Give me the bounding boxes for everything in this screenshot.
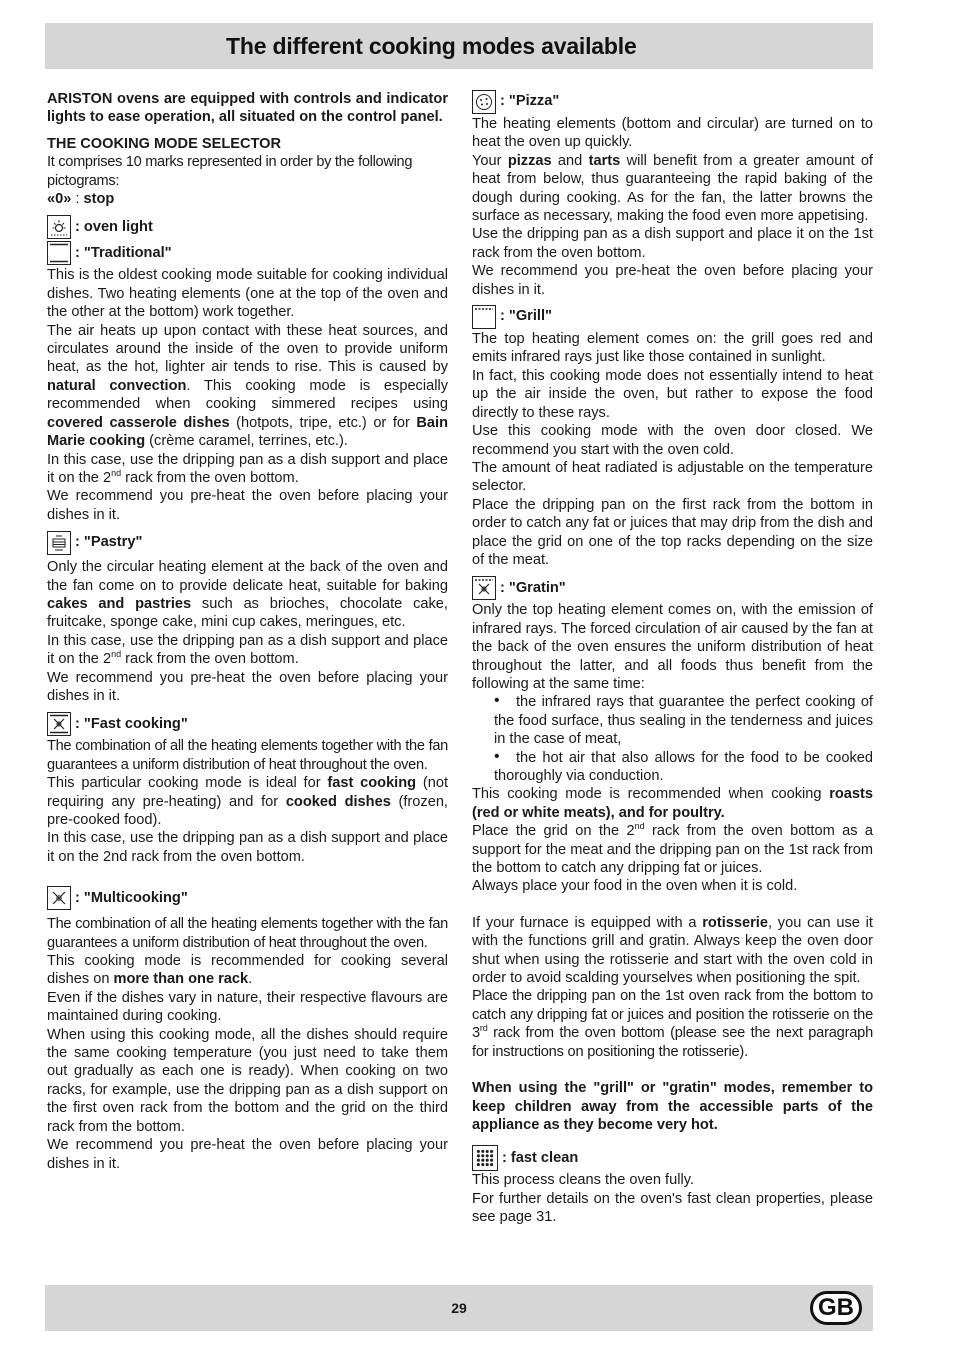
stop-mark: «0» : stop: [47, 191, 115, 208]
pastry-label: : "Pastry": [75, 534, 143, 551]
gratin-bullets: [472, 693, 873, 785]
multicooking-icon: [47, 886, 71, 910]
gratin-p2: This cooking mode is recommended when cooking roasts (red or white meats), and for poultry.: [472, 786, 873, 821]
oven-light-label: : oven light: [75, 218, 153, 235]
fast-clean-label: : fast clean: [502, 1149, 579, 1166]
page-footer: [45, 1285, 873, 1331]
grill-icon: [472, 305, 496, 329]
fastclean-p2: For further details on the oven's fast clean properties, please see page 31.: [472, 1190, 873, 1226]
mode-grill: [472, 304, 873, 329]
gratin-icon: [472, 576, 496, 600]
pizza-p3: Use the dripping pan as a dish support and place it on the 1st rack from the oven bottom.: [472, 226, 873, 261]
fast-cooking-icon: [47, 712, 71, 736]
mode-pastry: [47, 530, 448, 555]
mode-traditional: [47, 240, 448, 265]
warning-paragraph: When using the "grill" or "gratin" modes, remember to keep children away from the accessible parts of the appliance as they become very hot.: [472, 1080, 873, 1133]
gratin-label: : "Gratin": [500, 579, 566, 596]
fast-cooking-label: : "Fast cooking": [75, 715, 188, 732]
intro-paragraph: ARISTON ovens are equipped with controls and indicator lights to ease operation, all situated on the control panel.: [47, 91, 448, 126]
rotisserie-p1: If your furnace is equipped with a rotisserie, you can use it with the functions grill and gratin. Always keep the oven door shut when using the rotisserie and start with the oven cold in order to avoid scalding yourselves when positioning the spit.: [472, 914, 873, 987]
pastry-p3: We recommend you pre-heat the oven before placing your dishes in it.: [47, 669, 448, 704]
pastry-p1: Only the circular heating element at the back of the oven and the fan come on to provide delicate heat, suitable for baking cakes and pastries such as brioches, chocolate cake, fruitcake, sponge cake, mini cup cakes, meringues, etc.: [47, 559, 448, 631]
grill-label: : "Grill": [500, 308, 552, 325]
page-title: The different cooking modes available: [226, 33, 637, 59]
traditional-p2: The air heats up upon contact with these heat sources, and circulates around the inside of the oven to provide uniform heat, as the hot, lighter air tends to rise. This is caused by natural convection. This cooking mode is especially recommended when cooking simmered recipes using covered casserole dishes (hotpots, tripe, etc.) or for Bain Marie cooking (crème caramel, terrines, etc.).: [47, 322, 448, 450]
traditional-p1: This is the oldest cooking mode suitable for cooking individual dishes. Two heating elements (one at the top of the oven and the other at the bottom) work together.: [47, 267, 448, 321]
fast-p1: The combination of all the heating elements together with the fan guarantees a uniform distribution of heat throughout the oven.: [47, 738, 448, 773]
grill-p5: Place the dripping pan on the first rack from the bottom in order to catch any fat or juices that may drip from the dish and place the grid on one of the top racks depending on the size of the meat.: [472, 496, 873, 568]
gratin-p1: Only the top heating element comes on, with the emission of infrared rays. The forced circulation of air caused by the fan at the back of the oven ensures the uniform distribution of heat throughout the latter, and all foods thus benefit from the following at the same time:: [472, 602, 873, 692]
page-header: [45, 23, 873, 69]
pizza-icon: [472, 90, 496, 114]
selector-heading: THE COOKING MODE SELECTOR: [47, 135, 282, 152]
pastry-icon: [47, 531, 71, 555]
mode-gratin: [472, 575, 873, 600]
mode-oven-light: [47, 214, 448, 239]
fast-clean-icon: [472, 1145, 498, 1171]
fast-p2: This particular cooking mode is ideal for fast cooking (not requiring any pre-heating) and for cooked dishes (frozen, pre-cooked food).: [47, 775, 449, 828]
selector-text: It comprises 10 marks represented in order by the following pictograms:: [47, 154, 413, 189]
traditional-icon: [47, 241, 71, 265]
grill-p2: In fact, this cooking mode does not essentially intend to heat up the air inside the oven, but rather to expose the food directly to these rays.: [472, 367, 873, 421]
multi-p2: This cooking mode is recommended for cooking several dishes on more than one rack.: [47, 953, 448, 988]
mode-fast-cooking: [47, 711, 448, 736]
language-badge: GB: [810, 1291, 862, 1325]
mode-multicooking: [47, 885, 448, 910]
grill-p3: Use this cooking mode with the oven door closed. We recommend you start with the oven cold.: [472, 423, 873, 458]
multi-p4: When using this cooking mode, all the dishes should require the same cooking temperature (you just need to take them out gradually as each one is ready). When cooking on two racks, for example, use the dripping pan as a dish support on the first oven rack from the bottom and the grid on the third rack from the bottom.: [47, 1026, 448, 1135]
page-number: 29: [451, 1300, 467, 1316]
grill-p1: The top heating element comes on: the grill goes red and emits infrared rays just like those contained in sunlight.: [472, 331, 873, 366]
multi-p1: The combination of all the heating elements together with the fan guarantees a uniform distribution of heat throughout the oven.: [47, 916, 448, 951]
pizza-p1: The heating elements (bottom and circular) are turned on to heat the oven up quickly.: [472, 116, 873, 151]
multicooking-label: : "Multicooking": [75, 889, 188, 906]
gratin-p4: Always place your food in the oven when it is cold.: [472, 878, 798, 895]
pizza-label: : "Pizza": [500, 93, 560, 110]
pastry-p2: In this case, use the dripping pan as a dish support and place it on the 2nd rack from the oven bottom.: [47, 632, 448, 668]
list-item: • the hot air that also allows for the food to be cooked thoroughly via conduction.: [472, 749, 873, 786]
list-item: • the infrared rays that guarantee the perfect cooking of the food surface, thus sealing in the tenderness and juices in the case of meat,: [472, 693, 873, 748]
fast-p3: In this case, use the dripping pan as a dish support and place it on the 2nd rack from the oven bottom.: [47, 830, 448, 865]
mode-pizza: [472, 89, 873, 114]
gratin-p3: Place the grid on the 2nd rack from the oven bottom as a support for the meat and the dripping pan on the 1st rack from the bottom to catch any dripping fat or juices.: [472, 821, 873, 877]
fastclean-p1: This process cleans the oven fully.: [472, 1172, 694, 1189]
multi-p3: Even if the dishes vary in nature, their respective flavours are maintained during cooking.: [47, 989, 448, 1025]
multi-p5: We recommend you pre-heat the oven before placing your dishes in it.: [47, 1137, 448, 1172]
traditional-label: : "Traditional": [75, 244, 172, 261]
mode-fast-clean: [472, 1145, 873, 1170]
oven-light-icon: [47, 215, 71, 239]
pizza-p2: Your pizzas and tarts will benefit from a greater amount of heat from below, thus guaranteeing the rapid baking of the dough during cooking. As for the fan, the latter browns the surface as necessary, making the food even more appetising.: [472, 152, 873, 225]
grill-p4: The amount of heat radiated is adjustable on the temperature selector.: [472, 459, 873, 495]
right-column: [472, 88, 873, 1227]
rotisserie-p2: Place the dripping pan on the 1st oven rack from the bottom to catch any dripping fat or juices and position the rotisserie on the 3rd rack from the oven bottom (please see the next paragraph for instructions on positioning the rotisserie).: [472, 988, 873, 1060]
traditional-p3: In this case, use the dripping pan as a dish support and place it on the 2nd rack from the oven bottom.: [47, 451, 448, 486]
pizza-p4: We recommend you pre-heat the oven before placing your dishes in it.: [472, 263, 873, 298]
left-column: [47, 90, 448, 1173]
traditional-p4: We recommend you pre-heat the oven before placing your dishes in it.: [47, 488, 448, 523]
